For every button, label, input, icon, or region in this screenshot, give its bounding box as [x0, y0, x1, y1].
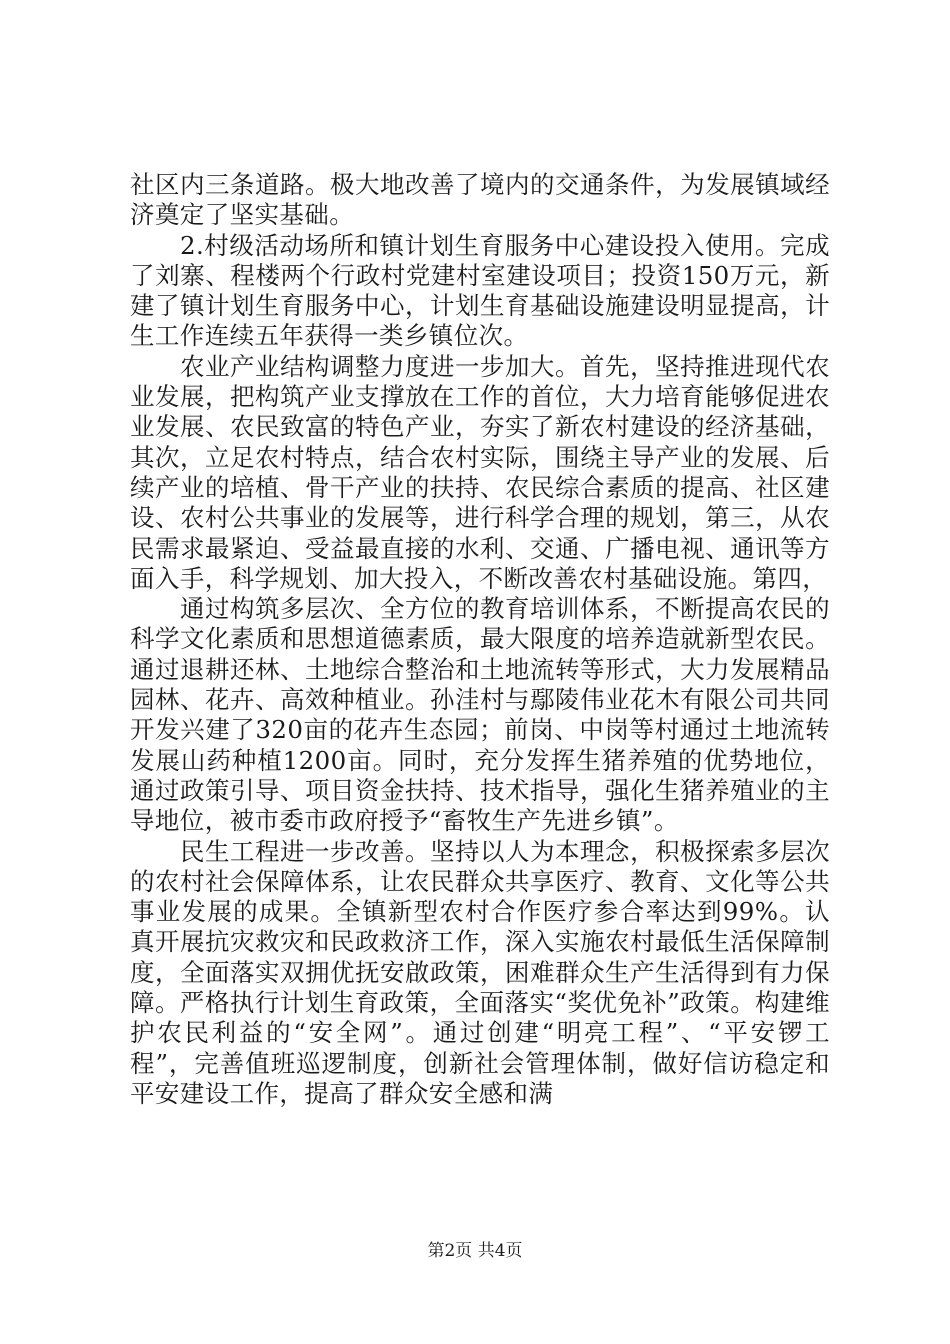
document-body [130, 170, 830, 1109]
paragraph-livelihood-projects: 民生工程进一步改善。坚持以人为本理念，积极探索多层次的农村社会保障体系，让农民群众共享医疗、教育、文化等公共事业发展的成果。全镇新型农村合作医疗参合率达到99%。认真开展抗灾救灾和民政救济工作，深入实施农村最低生活保障制度，全面落实双拥优抚安啟政策，困难群众生产生活得到有力保障。严格执行计划生育政策，全面落实“奖优免补”政策。构建维护农民利益的“安全网”。通过创建“明亮工程”、“平安锣工程”，完善值班巡逻制度，创新社会管理体制，做好信访稳定和平安建设工作，提高了群众安全感和满 [130, 836, 830, 1108]
paragraph-continuation: 社区内三条道路。极大地改善了境内的交通条件，为发展镇域经济奠定了坚实基础。 [130, 170, 830, 230]
paragraph-village-facilities: 2.村级活动场所和镇计划生育服务中心建设投入使用。完成了刘寨、程楼两个行政村党建村室建设项目；投资150万元，新建了镇计划生育服务中心，计划生育基础设施建设明显提高，计生工作连续五年获得一类乡镇位次。 [130, 230, 830, 351]
page-footer: 第2页 共4页 [427, 1241, 523, 1261]
paragraph-agriculture-structure: 农业产业结构调整力度进一步加大。首先，坚持推进现代农业发展，把构筑产业支撑放在工作的首位，大力培育能够促进农业发展、农民致富的特色产业，夯实了新农村建设的经济基础，其次，立足农村特点，结合农村实际，围绕主导产业的发展、后续产业的培植、骨干产业的扶持、农民综合素质的提高、社区建设、农村公共事业的发展等，进行科学合理的规划，第三，从农民需求最紧迫、受益最直接的水利、交通、广播电视、通讯等方面入手，科学规划、加大投入，不断改善农村基础设施。第四， [130, 351, 830, 593]
paragraph-farmer-training: 通过构筑多层次、全方位的教育培训体系，不断提高农民的科学文化素质和思想道德素质，最大限度的培养造就新型农民。通过退耕还林、土地综合整治和土地流转等形式，大力发展精品园林、花卉、高效种植业。孙洼村与鄢陵伟业花木有限公司共同开发兴建了320亩的花卉生态园；前岗、中岗等村通过土地流转发展山药种植1200亩。同时，充分发挥生猪养殖的优势地位，通过政策引导、项目资金扶持、技术指导，强化生猪养殖业的主导地位，被市委市政府授予“畜牧生产先进乡镇”。 [130, 594, 830, 836]
